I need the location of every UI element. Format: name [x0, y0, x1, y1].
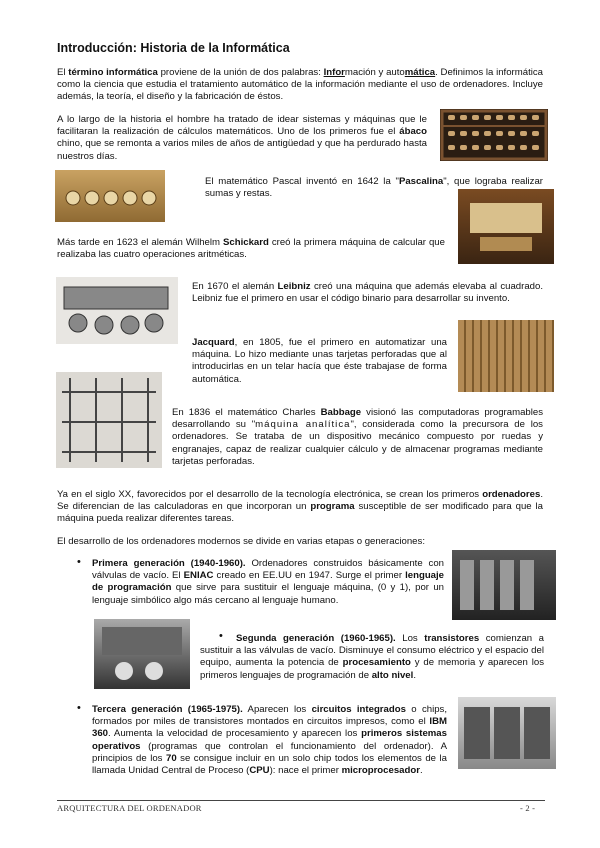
first-generation-item: Primera generación (1940-1960). Ordenadores construidos básicamente con válvulas de vacío. El ENIAC creado en EE.UU en 1947. Surge el primer lenguaje de programación que sirve para sustituir el lenguaje máquina, (0 y 1), por un lenguaje simbólico algo más cercano al lenguaje humano. [92, 558, 445, 606]
babbage-engine-image [56, 372, 162, 468]
jacquard-paragraph: Jacquard, en 1805, fue el primero en automatizar una máquina. Lo hizo mediante unas tarjetas perforadas que al introducirlas en un telar hacía que éste trabajase de forma automática. [192, 337, 447, 385]
jacquard-cards-image [458, 320, 554, 392]
transistor-computer-image [94, 619, 190, 689]
third-generation-item: Tercera generación (1965-1975). Aparecen los circuitos integrados o chips, formados por miles de transistores montados en circuitos impresos, como el IBM 360. Aumenta la velocidad de procesamiento y aparecen los primeros sistemas operativos (programas que controlan el funcionamiento del ordenador). A principios de los 70 se consigue incluir en un solo chip todos los elementos de la llamada Unidad Central de Proceso (CPU): nace el primer microprocesador. [92, 704, 448, 777]
schickard-paragraph: Más tarde en 1623 el alemán Wilhelm Schickard creó la primera máquina de calcular que realizaba las cuatro operaciones aritméticas. [57, 237, 445, 261]
twentieth-century-paragraph: Ya en el siglo XX, favorecidos por el desarrollo de la tecnología electrónica, se crean los primeros ordenadores. Se diferencian de las calculadoras en que incorporan un programa susceptible de ser modificado para que la máquina pueda realizar diferentes tareas. [57, 489, 543, 525]
second-generation-item: Segunda generación (1960-1965). Los transistores comienzan a sustituir a las válvulas de vacío. Disminuye el consumo eléctrico y el espacio del equipo, aumenta la potencia de procesamiento y de memoria y aparecen los primeros lenguajes de programación de alto nivel. [200, 633, 544, 681]
pascalina-image [55, 170, 165, 222]
bullet: • [77, 556, 81, 568]
ibm-360-image [458, 697, 556, 769]
page-number: - 2 - [520, 803, 536, 813]
leibniz-paragraph: En 1670 el alemán Leibniz creó una máquina que además elevaba al cuadrado. Leibniz fue el primero en usar el código binario para desarrollar su invento. [192, 281, 543, 305]
eniac-image [452, 550, 556, 620]
abacus-image [440, 109, 548, 161]
intro-paragraph: El término informática proviene de la unión de dos palabras: Información y automática. Definimos la informática como la ciencia que estudia el tratamiento automático de la información mediante el uso de ordenadores. Incluye además, la teoría, el diseño y la fabricación de éstos. [57, 67, 544, 103]
schickard-machine-image [458, 189, 554, 264]
abacus-paragraph: A lo largo de la historia el hombre ha tratado de idear sistemas y máquinas que le facilitaran la realización de cálculos matemáticos. Uno de los primeros fue el ábaco chino, que se remonta a varios miles de años de antigüedad y que ha perdurado hasta nuestros días. [57, 114, 427, 162]
leibniz-machine-image [56, 277, 178, 344]
generations-intro: El desarrollo de los ordenadores modernos se divide en varias etapas o generaciones: [57, 536, 425, 547]
page-title: Introducción: Historia de la Informática [57, 41, 290, 55]
bullet: • [219, 630, 223, 642]
bullet: • [77, 702, 81, 714]
pascalina-paragraph: El matemático Pascal inventó en 1642 la "Pascalina", que lograba realizar sumas y restas. [205, 176, 543, 200]
footer-left: ARQUITECTURA DEL ORDENADOR [57, 803, 202, 813]
babbage-paragraph: En 1836 el matemático Charles Babbage visionó las computadoras programables desarrollando su "máquina analítica", considerada como la precursora de los ordenadores. Se trataba de un dispositivo mecánico compuesto por ruedas y engranajes, capaz de realizar cualquier cálculo y de almacenar programas mediante tarjetas perforadas. [172, 407, 543, 467]
footer-divider [57, 800, 545, 801]
